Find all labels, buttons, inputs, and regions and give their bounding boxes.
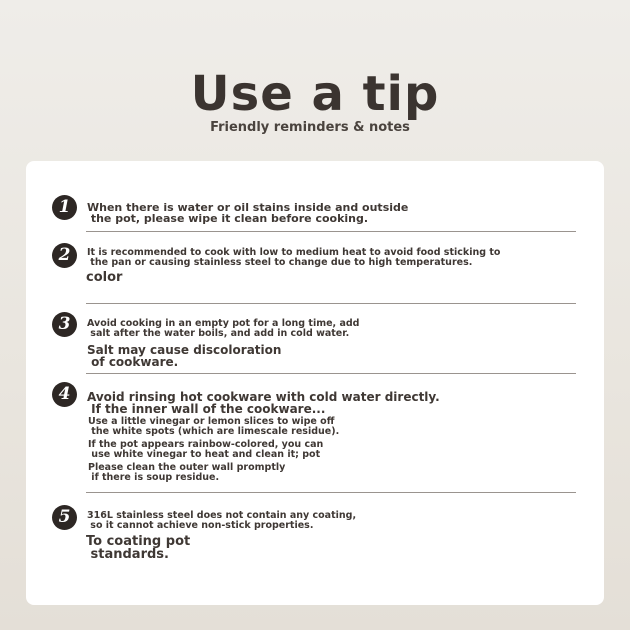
page-title: Use a tip [190, 66, 440, 122]
tip-5-text: 316L stainless steel does not contain any coating, so it cannot achieve non-stick properties. [87, 510, 357, 531]
tip-2-text: It is recommended to cook with low to medium heat to avoid food sticking to the pan or causing stainless steel to change due to high temperatures. [87, 247, 501, 268]
tip-4-number-badge: 4 [52, 382, 77, 407]
tip-divider [86, 303, 576, 304]
tip-4-vinegar-note: Use a little vinegar or lemon slices to wipe off the white spots (which are limescale residue). [88, 416, 340, 437]
page-subtitle: Friendly reminders & notes [210, 120, 410, 135]
tip-1-number-badge: 1 [52, 195, 77, 220]
tip-4-rainbow-note: If the pot appears rainbow-colored, you can use white vinegar to heat and clean it; pot [88, 439, 324, 460]
tip-5-number-badge: 5 [52, 505, 77, 530]
tip-3-text: Avoid cooking in an empty pot for a long time, add salt after the water boils, and add in cold water. [87, 318, 360, 339]
tip-divider [86, 231, 576, 232]
tip-5-note: To coating pot standards. [86, 534, 191, 562]
tip-2-note: color [86, 270, 123, 285]
tips-card [26, 161, 604, 605]
tip-2-number-badge: 2 [52, 243, 77, 268]
tip-1-text: When there is water or oil stains inside and outside the pot, please wipe it clean before cooking. [87, 201, 409, 225]
tip-4-outer-wall-note: Please clean the outer wall promptly if there is soup residue. [88, 462, 286, 483]
tip-3-number-badge: 3 [52, 312, 77, 337]
tip-divider [86, 492, 576, 493]
tip-3-note: Salt may cause discoloration of cookware. [87, 343, 282, 369]
tip-4-text: Avoid rinsing hot cookware with cold water directly. If the inner wall of the cookware... [87, 390, 440, 416]
tip-divider [86, 373, 576, 374]
